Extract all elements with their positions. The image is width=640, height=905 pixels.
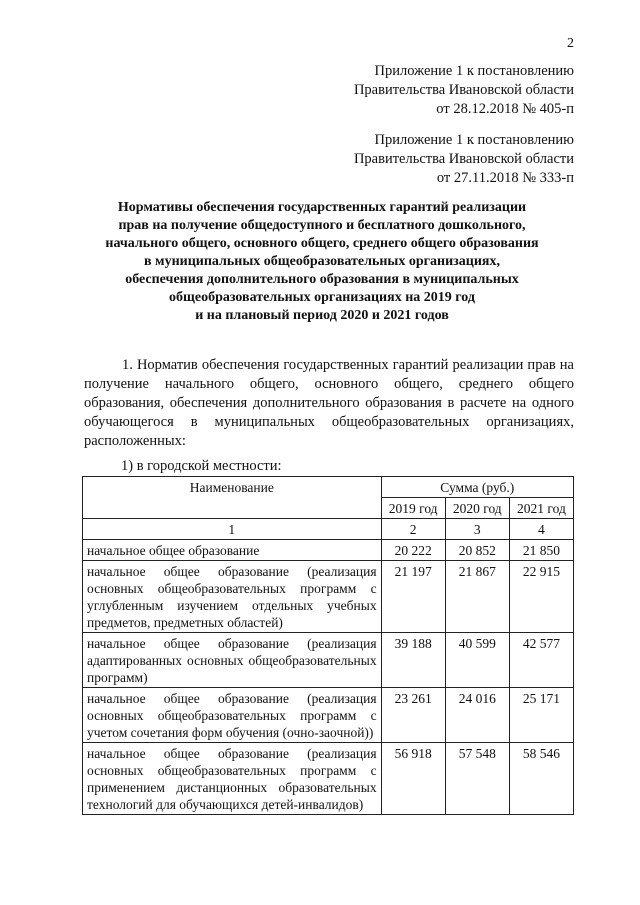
page-number: 2	[567, 36, 574, 51]
row-value-2019: 23 261	[381, 688, 445, 743]
appendix2-line3: от 27.11.2018 № 333-п	[436, 170, 574, 186]
row-value-2021: 58 546	[509, 743, 573, 815]
row-value-2019: 21 197	[381, 561, 445, 633]
col-number-2: 2	[381, 519, 445, 540]
row-value-2021: 22 915	[509, 561, 573, 633]
document-title	[70, 199, 574, 325]
table-row	[83, 688, 574, 743]
title-line7: и на плановый период 2020 и 2021 годов	[195, 308, 449, 323]
row-name: начальное общее образование (реализация основных общеобразовательных программ с учетом сочетания форм обучения (очно-заочной))	[83, 688, 382, 743]
appendix2-line1: Приложение 1 к постановлению	[374, 132, 574, 148]
row-value-2020: 20 852	[445, 540, 509, 561]
table-header-row	[83, 477, 574, 498]
row-value-2020: 57 548	[445, 743, 509, 815]
header-year-2019: 2019 год	[381, 498, 445, 519]
header-year-2021: 2021 год	[509, 498, 573, 519]
title-line2: прав на получение общедоступного и бесплатного дошкольного,	[118, 218, 526, 233]
header-name: Наименование	[83, 477, 382, 519]
table-row	[83, 743, 574, 815]
row-value-2021: 21 850	[509, 540, 573, 561]
row-name: начальное общее образование (реализация основных общеобразовательных программ с применением дистанционных образовательных технологий для обучающихся детей-инвалидов)	[83, 743, 382, 815]
appendix1-line1: Приложение 1 к постановлению	[374, 63, 574, 79]
appendix1-line3: от 28.12.2018 № 405-п	[436, 101, 574, 117]
title-line6: общеобразовательных организациях на 2019 год	[169, 290, 475, 305]
col-number-4: 4	[509, 519, 573, 540]
row-value-2020: 24 016	[445, 688, 509, 743]
appendix-reference-2	[300, 131, 574, 188]
body-paragraph-1: 1. Норматив обеспечения государственных гарантий реализации прав на получение начального общего, основного общего, среднего общего образования, обеспечения дополнительного образования в расчете на одного обучающегося в муниципальных общеобразовательных организациях, расположенных:	[84, 357, 574, 449]
header-year-2020: 2020 год	[445, 498, 509, 519]
appendix1-line2: Правительства Ивановской области	[353, 82, 574, 98]
col-number-3: 3	[445, 519, 509, 540]
row-name: начальное общее образование (реализация адаптированных основных общеобразовательных программ)	[83, 633, 382, 688]
title-line4: в муниципальных общеобразовательных организациях,	[144, 254, 500, 269]
row-value-2019: 56 918	[381, 743, 445, 815]
row-value-2021: 42 577	[509, 633, 573, 688]
header-sum: Сумма (руб.)	[381, 477, 573, 498]
table-row	[83, 540, 574, 561]
subheading-urban: 1) в городской местности:	[121, 458, 282, 474]
title-line5: обеспечения дополнительного образования в муниципальных	[125, 272, 519, 287]
title-line1: Нормативы обеспечения государственных гарантий реализации	[117, 200, 527, 215]
title-line3: начального общего, основного общего, среднего общего образования	[105, 236, 539, 251]
norms-table	[82, 476, 574, 815]
col-number-1: 1	[83, 519, 382, 540]
row-value-2019: 39 188	[381, 633, 445, 688]
table-row	[83, 633, 574, 688]
table-column-numbers-row	[83, 519, 574, 540]
appendix-reference-1	[300, 62, 574, 119]
row-name: начальное общее образование	[83, 540, 382, 561]
table-row	[83, 561, 574, 633]
row-value-2020: 21 867	[445, 561, 509, 633]
appendix2-line2: Правительства Ивановской области	[353, 151, 574, 167]
row-value-2020: 40 599	[445, 633, 509, 688]
row-value-2019: 20 222	[381, 540, 445, 561]
row-value-2021: 25 171	[509, 688, 573, 743]
row-name: начальное общее образование (реализация основных общеобразовательных программ с углубленным изучением отдельных учебных предметов, предметных областей)	[83, 561, 382, 633]
